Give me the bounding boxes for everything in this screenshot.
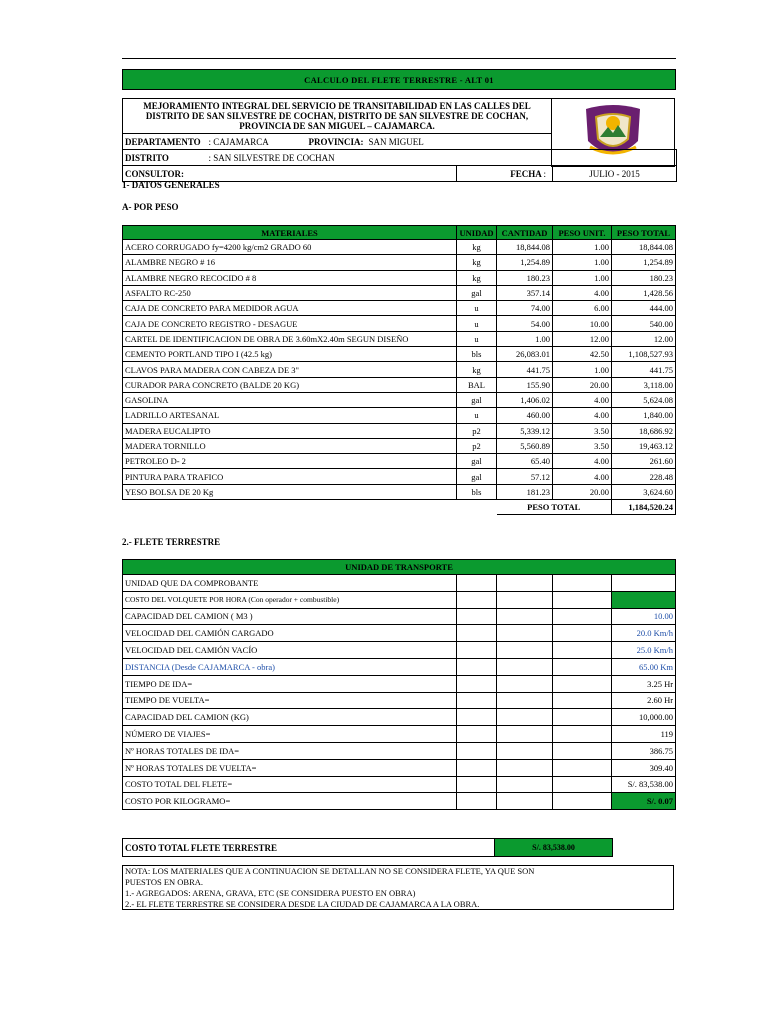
summary-row: [122, 838, 613, 857]
transport-label: COSTO TOTAL DEL FLETE=: [123, 776, 457, 793]
notes-box: [122, 865, 674, 910]
material-unit-weight: 12.00: [553, 331, 612, 346]
transport-label: CAPACIDAD DEL CAMION ( M3 ): [123, 608, 457, 625]
material-quantity: 5,339.12: [497, 423, 553, 438]
departamento-label: DEPARTAMENTO: [125, 136, 201, 147]
material-row: [123, 316, 676, 331]
transport-value: 10,000.00: [612, 709, 676, 726]
transport-row: [123, 608, 676, 625]
transport-row: [123, 642, 676, 659]
material-unit-weight: 4.00: [553, 392, 612, 407]
transport-value: [612, 575, 676, 592]
material-unit: kg: [457, 362, 497, 377]
transport-label: TIEMPO DE IDA=: [123, 675, 457, 692]
note-line: NOTA: LOS MATERIALES QUE A CONTINUACION SE DETALLAN NO SE CONSIDERA FLETE, YA QUE SON: [125, 866, 535, 876]
note-line: 1.- AGREGADOS: ARENA, GRAVA, ETC (SE CONSIDERA PUESTO EN OBRA): [125, 888, 416, 898]
col-header: CANTIDAD: [497, 226, 553, 240]
summary-label: COSTO TOTAL FLETE TERRESTRE: [123, 839, 495, 857]
material-name: CEMENTO PORTLAND TIPO I (42.5 kg): [123, 347, 457, 362]
material-quantity: 18,844.08: [497, 240, 553, 255]
transport-value: 2.60 Hr: [612, 692, 676, 709]
material-unit-weight: 4.00: [553, 469, 612, 484]
material-row: [123, 469, 676, 484]
peso-total-value: 1,184,520.24: [612, 500, 676, 515]
material-total-weight: 3,624.60: [612, 484, 676, 499]
material-unit-weight: 3.50: [553, 438, 612, 453]
material-row: [123, 377, 676, 392]
summary-value: S/. 83,538.00: [495, 839, 613, 857]
material-total-weight: 3,118.00: [612, 377, 676, 392]
material-quantity: 460.00: [497, 408, 553, 423]
transport-label: NÚMERO DE VIAJES=: [123, 726, 457, 743]
transport-value: 10.00: [612, 608, 676, 625]
col-header: PESO TOTAL: [612, 226, 676, 240]
material-quantity: 441.75: [497, 362, 553, 377]
material-name: PINTURA PARA TRAFICO: [123, 469, 457, 484]
material-name: CURADOR PARA CONCRETO (BALDE 20 KG): [123, 377, 457, 392]
material-total-weight: 441.75: [612, 362, 676, 377]
transport-label: Nº HORAS TOTALES DE IDA=: [123, 742, 457, 759]
material-quantity: 57.12: [497, 469, 553, 484]
material-name: YESO BOLSA DE 20 Kg: [123, 484, 457, 499]
transport-label: TIEMPO DE VUELTA=: [123, 692, 457, 709]
material-quantity: 26,083.01: [497, 347, 553, 362]
material-total-weight: 1,428.56: [612, 285, 676, 300]
material-unit: gal: [457, 469, 497, 484]
material-unit-weight: 4.00: [553, 285, 612, 300]
material-name: CARTEL DE IDENTIFICACION DE OBRA DE 3.60mX2.40m SEGUN DISEÑO: [123, 331, 457, 346]
transport-value: 119: [612, 726, 676, 743]
material-row: [123, 240, 676, 255]
provincia-label: PROVINCIA:: [308, 136, 364, 147]
material-total-weight: 180.23: [612, 270, 676, 285]
material-row: [123, 408, 676, 423]
material-row: [123, 270, 676, 285]
material-quantity: 181.23: [497, 484, 553, 499]
note-line: 2.- EL FLETE TERRESTRE SE CONSIDERA DESDE LA CIUDAD DE CAJAMARCA A LA OBRA.: [125, 899, 480, 909]
material-unit-weight: 3.50: [553, 423, 612, 438]
transport-value: [612, 591, 676, 608]
project-name: [122, 98, 552, 134]
material-unit-weight: 20.00: [553, 377, 612, 392]
material-unit-weight: 1.00: [553, 362, 612, 377]
consultor-label: CONSULTOR:: [123, 166, 457, 182]
material-unit: gal: [457, 454, 497, 469]
transport-row: [123, 575, 676, 592]
material-unit-weight: 1.00: [553, 240, 612, 255]
transport-value: 386.75: [612, 742, 676, 759]
material-name: MADERA TORNILLO: [123, 438, 457, 453]
transport-label: COSTO DEL VOLQUETE POR HORA (Con operador + combustible): [123, 591, 457, 608]
transport-row: [123, 658, 676, 675]
departamento-value: : CAJAMARCA: [208, 136, 269, 147]
transport-label: DISTANCIA (Desde CAJAMARCA - obra): [123, 658, 457, 675]
material-unit-weight: 20.00: [553, 484, 612, 499]
material-unit: bls: [457, 484, 497, 499]
materials-header-row: [123, 226, 676, 240]
transport-value: 25.0 Km/h: [612, 642, 676, 659]
distrito-value: : SAN SILVESTRE DE COCHAN: [208, 152, 335, 163]
material-name: GASOLINA: [123, 392, 457, 407]
material-quantity: 155.90: [497, 377, 553, 392]
project-line-1: MEJORAMIENTO INTEGRAL DEL SERVICIO DE TRANSITABILIDAD EN LAS CALLES DEL: [143, 101, 531, 111]
materials-table: [122, 225, 676, 515]
transport-row: [123, 709, 676, 726]
material-total-weight: 444.00: [612, 301, 676, 316]
material-quantity: 357.14: [497, 285, 553, 300]
transport-label: VELOCIDAD DEL CAMIÓN CARGADO: [123, 625, 457, 642]
project-line-3: PROVINCIA DE SAN MIGUEL – CAJAMARCA.: [239, 121, 435, 131]
material-unit-weight: 6.00: [553, 301, 612, 316]
material-total-weight: 1,108,527.93: [612, 347, 676, 362]
materials-total-row: [123, 500, 676, 515]
material-row: [123, 438, 676, 453]
transport-row: [123, 625, 676, 642]
material-total-weight: 5,624.08: [612, 392, 676, 407]
material-unit: gal: [457, 392, 497, 407]
material-name: LADRILLO ARTESANAL: [123, 408, 457, 423]
material-row: [123, 423, 676, 438]
transport-value: 65.00 Km: [612, 658, 676, 675]
material-unit-weight: 4.00: [553, 454, 612, 469]
info-table: [122, 134, 677, 166]
material-name: MADERA EUCALIPTO: [123, 423, 457, 438]
material-unit: gal: [457, 285, 497, 300]
material-unit: p2: [457, 423, 497, 438]
transport-row: [123, 591, 676, 608]
material-quantity: 5,560.89: [497, 438, 553, 453]
material-row: [123, 331, 676, 346]
transport-label: Nº HORAS TOTALES DE VUELTA=: [123, 759, 457, 776]
page-title: CALCULO DEL FLETE TERRESTRE - ALT 01: [122, 69, 676, 90]
material-unit-weight: 1.00: [553, 270, 612, 285]
material-quantity: 74.00: [497, 301, 553, 316]
material-row: [123, 362, 676, 377]
transport-label: VELOCIDAD DEL CAMIÓN VACÍO: [123, 642, 457, 659]
material-row: [123, 255, 676, 270]
material-quantity: 1.00: [497, 331, 553, 346]
transport-header: UNIDAD DE TRANSPORTE: [123, 560, 676, 575]
transport-row: [123, 692, 676, 709]
material-name: CAJA DE CONCRETO PARA MEDIDOR AGUA: [123, 301, 457, 316]
fecha-label: FECHA :: [457, 166, 553, 182]
material-quantity: 180.23: [497, 270, 553, 285]
material-quantity: 65.40: [497, 454, 553, 469]
transport-value: 3.25 Hr: [612, 675, 676, 692]
material-unit-weight: 4.00: [553, 408, 612, 423]
material-row: [123, 285, 676, 300]
material-row: [123, 347, 676, 362]
project-line-2: DISTRITO DE SAN SILVESTRE DE COCHAN, DISTRITO DE SAN SILVESTRE DE COCHAN,: [145, 111, 529, 121]
material-name: ASFALTO RC-250: [123, 285, 457, 300]
transport-row: [123, 726, 676, 743]
material-name: ALAMBRE NEGRO # 16: [123, 255, 457, 270]
material-total-weight: 540.00: [612, 316, 676, 331]
material-row: [123, 454, 676, 469]
material-quantity: 1,254.89: [497, 255, 553, 270]
col-header: PESO UNIT.: [553, 226, 612, 240]
transport-row: [123, 675, 676, 692]
distrito-label: DISTRITO: [125, 152, 169, 163]
material-unit-weight: 42.50: [553, 347, 612, 362]
material-total-weight: 1,840.00: [612, 408, 676, 423]
col-header: UNIDAD: [457, 226, 497, 240]
material-unit: u: [457, 331, 497, 346]
material-unit: BAL: [457, 377, 497, 392]
material-name: CAJA DE CONCRETO REGISTRO - DESAGUE: [123, 316, 457, 331]
material-name: ACERO CORRUGADO fy=4200 kg/cm2 GRADO 60: [123, 240, 457, 255]
transport-row: [123, 776, 676, 793]
material-total-weight: 18,844.08: [612, 240, 676, 255]
provincia-value: SAN MIGUEL: [368, 136, 424, 147]
material-unit-weight: 1.00: [553, 255, 612, 270]
section-por-peso: A- POR PESO: [122, 202, 179, 212]
material-total-weight: 261.60: [612, 454, 676, 469]
material-quantity: 54.00: [497, 316, 553, 331]
material-total-weight: 19,463.12: [612, 438, 676, 453]
material-row: [123, 392, 676, 407]
material-unit: p2: [457, 438, 497, 453]
material-total-weight: 12.00: [612, 331, 676, 346]
material-row: [123, 484, 676, 499]
col-header: MATERIALES: [123, 226, 457, 240]
section-flete-terrestre: 2.- FLETE TERRESTRE: [122, 537, 221, 547]
transport-table: [122, 559, 676, 810]
material-unit: bls: [457, 347, 497, 362]
material-name: PETROLEO D- 2: [123, 454, 457, 469]
material-name: ALAMBRE NEGRO RECOCIDO # 8: [123, 270, 457, 285]
material-name: CLAVOS PARA MADERA CON CABEZA DE 3": [123, 362, 457, 377]
fecha-value: JULIO - 2015: [589, 168, 640, 179]
material-unit: u: [457, 316, 497, 331]
material-total-weight: 228.48: [612, 469, 676, 484]
material-unit: kg: [457, 270, 497, 285]
material-unit-weight: 10.00: [553, 316, 612, 331]
peso-total-label: PESO TOTAL: [497, 500, 612, 515]
material-unit: u: [457, 408, 497, 423]
transport-label: COSTO POR KILOGRAMO=: [123, 793, 457, 810]
material-quantity: 1,406.02: [497, 392, 553, 407]
transport-label: CAPACIDAD DEL CAMION (KG): [123, 709, 457, 726]
top-rule: [122, 58, 676, 59]
material-unit: kg: [457, 240, 497, 255]
transport-value: 20.0 Km/h: [612, 625, 676, 642]
transport-row: [123, 793, 676, 810]
material-row: [123, 301, 676, 316]
material-total-weight: 18,686.92: [612, 423, 676, 438]
transport-value: S/. 83,538.00: [612, 776, 676, 793]
transport-row: [123, 759, 676, 776]
note-line: PUESTOS EN OBRA.: [125, 877, 204, 887]
section-datos-generales: 1- DATOS GENERALES: [122, 180, 220, 190]
transport-value: 309.40: [612, 759, 676, 776]
material-unit: u: [457, 301, 497, 316]
transport-row: [123, 742, 676, 759]
material-total-weight: 1,254.89: [612, 255, 676, 270]
transport-label: UNIDAD QUE DA COMPROBANTE: [123, 575, 457, 592]
transport-value: S/. 0.07: [612, 793, 676, 810]
material-unit: kg: [457, 255, 497, 270]
